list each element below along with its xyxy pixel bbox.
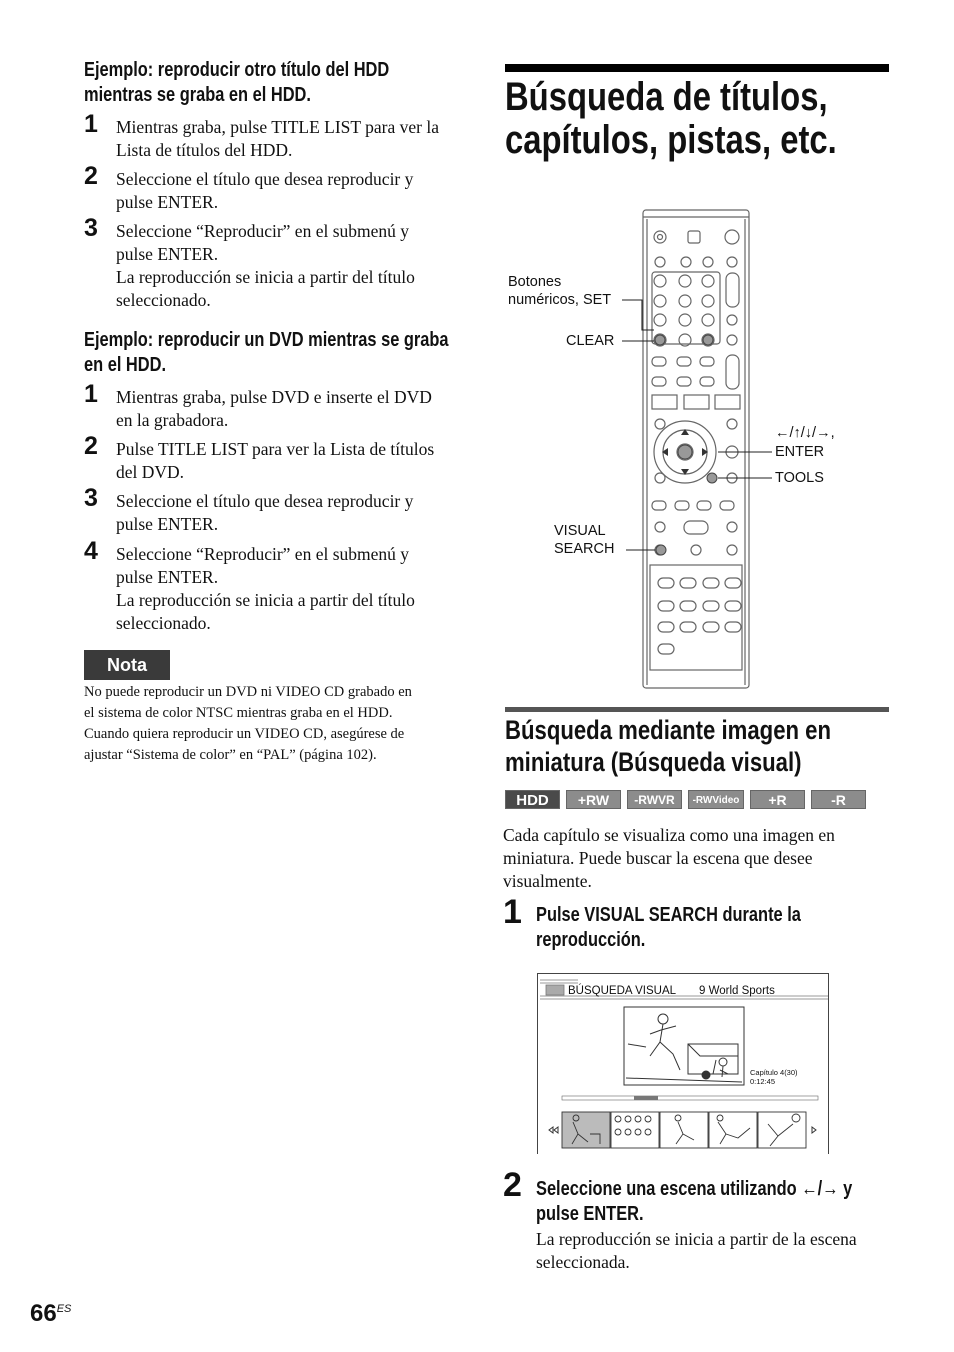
step-text: Mientras graba, pulse TITLE LIST para ver la (116, 117, 439, 137)
step-text: Pulse TITLE LIST para ver la Lista de títulos (116, 439, 435, 459)
badge-rw-video: -RWVideo (688, 790, 744, 809)
heading-line: en el HDD. (84, 354, 167, 376)
page-lang: ES (56, 1303, 72, 1315)
badge-minus-r: -R (811, 790, 866, 809)
example2-heading (84, 328, 449, 378)
label-line: VISUAL (554, 523, 606, 539)
badge-plus-rw: +RW (566, 790, 621, 809)
page-number-value: 66 (30, 1300, 57, 1327)
step-text: seleccionado. (116, 290, 211, 310)
note-text (84, 682, 474, 766)
title-line: Búsqueda de títulos, (505, 75, 828, 119)
title-line: capítulos, pistas, etc. (505, 118, 837, 162)
badge-hdd: HDD (505, 790, 560, 809)
heading-line: Ejemplo: reproducir otro título del HDD (84, 59, 390, 81)
example1-heading (84, 58, 389, 108)
remote-label-clear: CLEAR (566, 333, 615, 349)
badge-rw-vr: -RWVR (627, 790, 682, 809)
section-rule (505, 707, 889, 712)
step-text: Mientras graba, pulse DVD e inserte el DVD (116, 387, 432, 407)
note-line: el sistema de color NTSC mientras graba en el HDD. (84, 705, 393, 721)
heading-line: pulse ENTER. (536, 1203, 644, 1225)
step-text: Seleccione el título que desea reproducir y (116, 169, 414, 189)
subtitle-line: Búsqueda mediante imagen en (505, 715, 832, 745)
note-line: Cuando quiera reproducir un VIDEO CD, asegúrese de (84, 726, 405, 742)
heading-line: reproducción. (536, 929, 646, 951)
screen-program: 9 World Sports (699, 985, 775, 997)
step-text: La reproducción se inicia a partir de la escena (536, 1229, 857, 1249)
para-line: visualmente. (503, 871, 592, 891)
step-text: Seleccione el título que desea reproducir y (116, 491, 414, 511)
remote-label-visual-search (554, 522, 614, 558)
screen-graphics (538, 974, 828, 1154)
label-line: SEARCH (554, 541, 615, 557)
step-2-text (536, 1228, 896, 1274)
intro-paragraph (503, 824, 889, 893)
badge-plus-r: +R (750, 790, 805, 809)
note-label: Nota (84, 650, 170, 680)
page-number (30, 1300, 71, 1328)
section-title (505, 714, 831, 778)
step-text: seleccionado. (116, 613, 211, 633)
screen-chapter: Capítulo 4(30) (750, 1068, 798, 1077)
step-text: pulse ENTER. (116, 244, 219, 264)
step-number: 2 (84, 432, 98, 460)
step-1-number: 1 (503, 893, 522, 931)
step-2-number: 2 (503, 1166, 522, 1204)
step-number: 2 (84, 162, 98, 190)
step-text: pulse ENTER. (116, 567, 219, 587)
subtitle-line: miniatura (Búsqueda visual) (505, 747, 802, 777)
page-title (505, 76, 837, 162)
step-text: La reproducción se inicia a partir del título (116, 590, 415, 610)
screen-time: 0:12:45 (750, 1077, 776, 1086)
step-text: pulse ENTER. (116, 514, 219, 534)
step-text: del DVD. (116, 462, 185, 482)
title-rule (505, 64, 889, 72)
media-badges (505, 790, 866, 809)
remote-label-numeric (508, 273, 611, 309)
step-number: 1 (84, 110, 98, 138)
step-text: Seleccione “Reproducir” en el submenú y (116, 221, 410, 241)
heading-line: Ejemplo: reproducir un DVD mientras se graba (84, 329, 449, 351)
step-1-heading (536, 903, 801, 953)
heading-line: Seleccione una escena utilizando ←/→ y (536, 1178, 853, 1200)
step-number: 3 (84, 484, 98, 512)
step-text: en la grabadora. (116, 410, 229, 430)
step-text: seleccionada. (536, 1252, 630, 1272)
visual-search-screen (537, 973, 829, 1154)
note-line: No puede reproducir un DVD ni VIDEO CD grabado en (84, 684, 412, 700)
label-line: Botones (508, 274, 562, 290)
remote-label-enter: ENTER (775, 444, 825, 460)
heading-line: mientras se graba en el HDD. (84, 84, 311, 106)
step-text: pulse ENTER. (116, 192, 219, 212)
note-line: ajustar “Sistema de color” en “PAL” (página 102). (84, 747, 377, 763)
remote-label-tools: TOOLS (775, 470, 824, 486)
step-number: 4 (84, 537, 98, 565)
step-text: La reproducción se inicia a partir del título (116, 267, 415, 287)
para-line: miniatura. Puede buscar la escena que desee (503, 848, 813, 868)
para-line: Cada capítulo se visualiza como una imagen en (503, 825, 835, 845)
step-2-heading (536, 1177, 852, 1227)
heading-line: Pulse VISUAL SEARCH durante la (536, 904, 801, 926)
screen-title: BÚSQUEDA VISUAL (568, 985, 677, 997)
step-number: 1 (84, 380, 98, 408)
remote-label-arrows: ←/↑/↓/→, (775, 425, 835, 441)
label-line: numéricos, SET (508, 292, 612, 308)
step-text: Lista de títulos del HDD. (116, 140, 293, 160)
step-text: Seleccione “Reproducir” en el submenú y (116, 544, 410, 564)
step-number: 3 (84, 214, 98, 242)
